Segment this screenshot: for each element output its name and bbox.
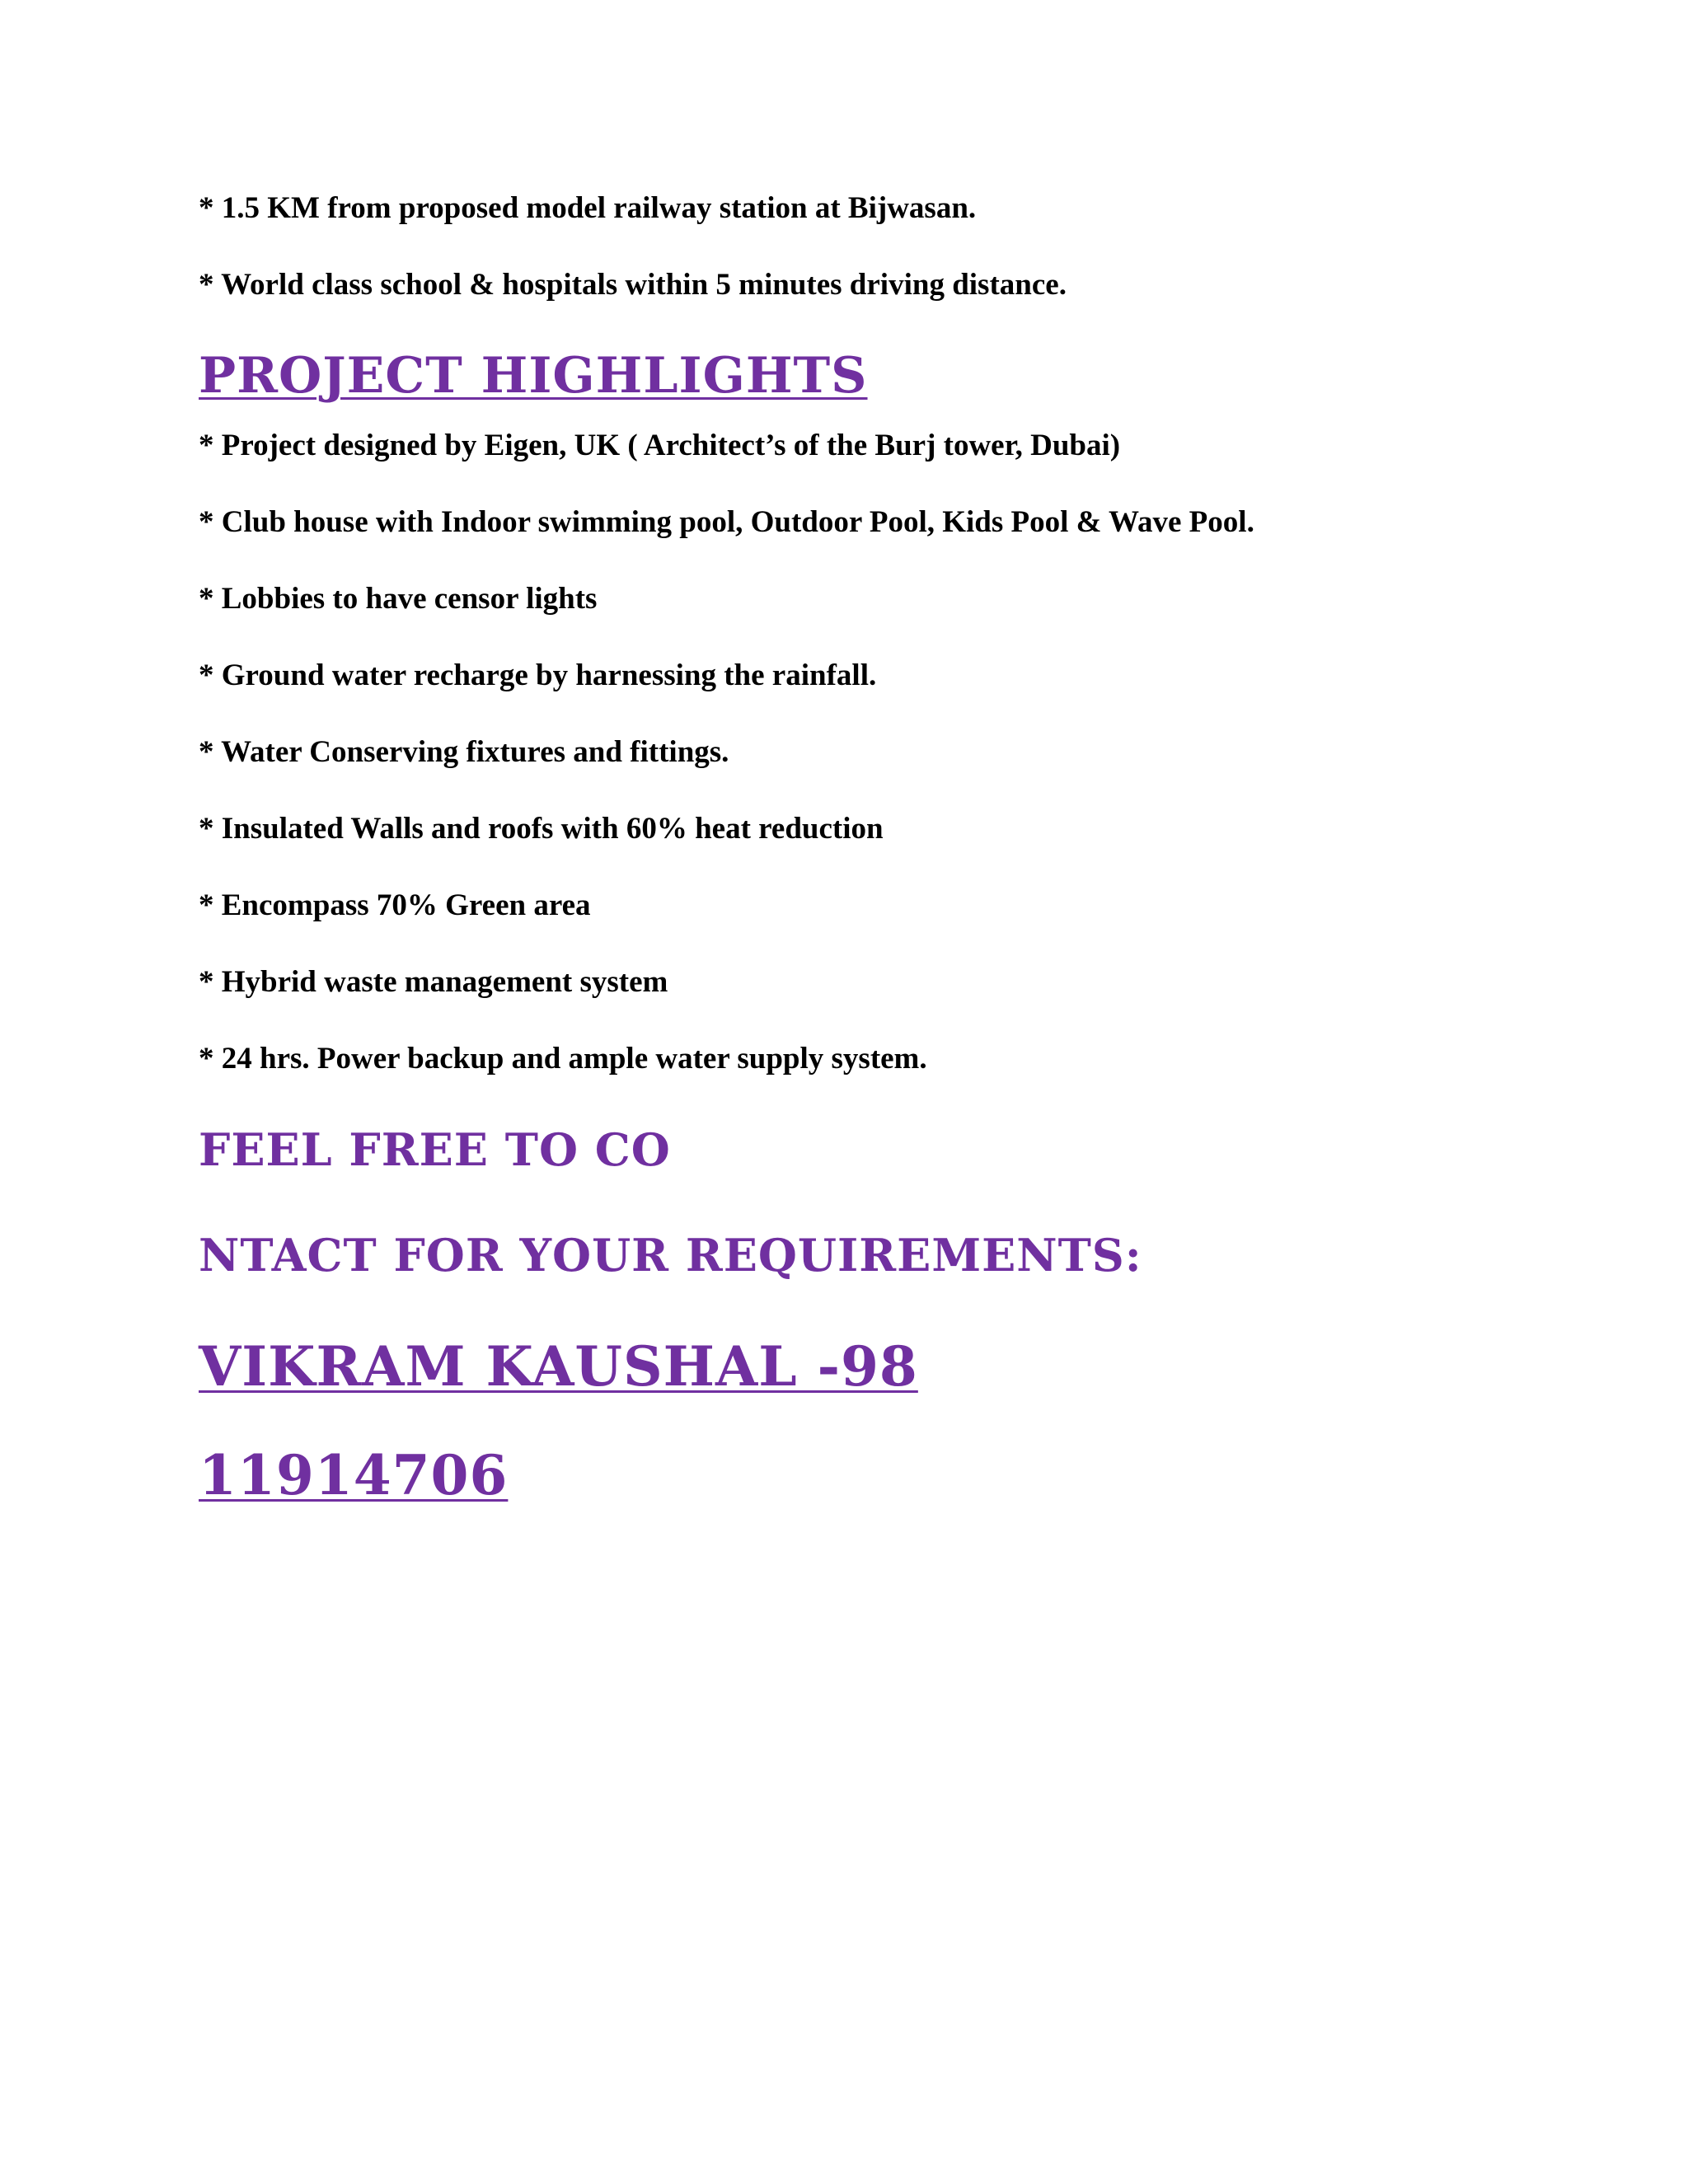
contact-phone-number: 11914706 [199,1443,509,1507]
highlight-item: * Ground water recharge by harnessing the rainfall. [199,658,877,692]
highlight-item: * 24 hrs. Power backup and ample water supply system. [199,1042,927,1076]
highlight-item: * Water Conserving fixtures and fittings. [199,735,729,769]
highlight-item: * Club house with Indoor swimming pool, Outdoor Pool, Kids Pool & Wave Pool. [199,505,1254,539]
highlight-item: * Encompass 70% Green area [199,888,591,922]
highlight-item: * Hybrid waste management system [199,965,668,999]
highlight-item: * Insulated Walls and roofs with 60% heat reduction [199,812,884,846]
intro-bullet-railway: * 1.5 KM from proposed model railway station at Bijwasan. [199,191,977,225]
highlight-item: * Lobbies to have censor lights [199,582,598,616]
project-highlights-heading: PROJECT HIGHLIGHTS [199,347,868,405]
highlight-item: * Project designed by Eigen, UK ( Architect’s of the Burj tower, Dubai) [199,429,1121,462]
intro-bullet-school: * World class school & hospitals within 5 minutes driving distance. [199,268,1067,302]
page-content [199,190,1600,1549]
contact-heading-line-1: FEEL FREE TO CO [199,1123,671,1176]
contact-name: VIKRAM KAUSHAL -98 [199,1334,918,1399]
contact-heading-line-2: NTACT FOR YOUR REQUIREMENTS: [199,1229,1142,1282]
